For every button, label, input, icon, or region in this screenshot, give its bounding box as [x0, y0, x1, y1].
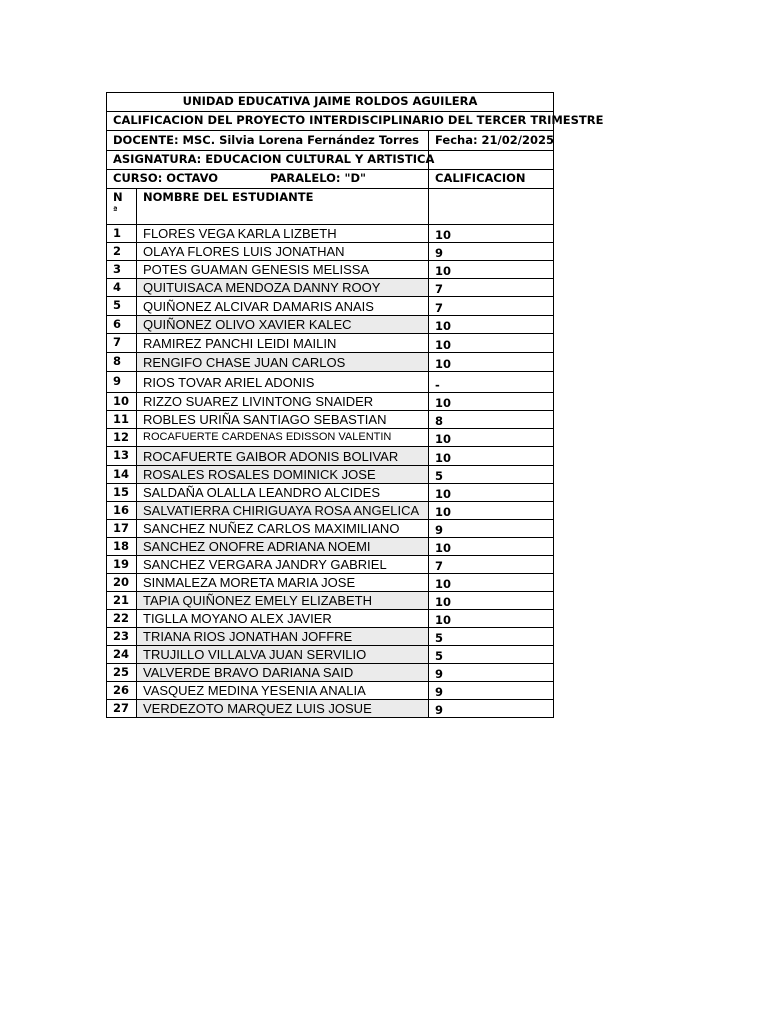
- student-number: 21: [107, 592, 137, 610]
- student-name: TAPIA QUIÑONEZ EMELY ELIZABETH: [137, 592, 429, 610]
- table-row: [107, 700, 554, 718]
- student-grade: 9: [429, 682, 554, 700]
- student-number: 6: [107, 316, 137, 334]
- student-number: 25: [107, 664, 137, 682]
- student-number: 18: [107, 538, 137, 556]
- subject-label: ASIGNATURA: EDUCACION CULTURAL Y ARTISTICA: [107, 151, 429, 170]
- student-number: 9: [107, 372, 137, 393]
- student-number: 8: [107, 353, 137, 372]
- table-row: [107, 261, 554, 279]
- table-row: [107, 297, 554, 316]
- student-grade: 7: [429, 279, 554, 297]
- student-grade: -: [429, 372, 554, 393]
- student-number: 10: [107, 393, 137, 411]
- table-row: [107, 520, 554, 538]
- student-grade: 10: [429, 334, 554, 353]
- table-row: [107, 353, 554, 372]
- student-name: OLAYA FLORES LUIS JONATHAN: [137, 243, 429, 261]
- table-row: [107, 279, 554, 297]
- student-name: RIOS TOVAR ARIEL ADONIS: [137, 372, 429, 393]
- table-row: [107, 429, 554, 447]
- student-grade: 9: [429, 243, 554, 261]
- table-row: [107, 628, 554, 646]
- table-row: [107, 225, 554, 243]
- student-name: SALDAÑA OLALLA LEANDRO ALCIDES: [137, 484, 429, 502]
- student-grade: 10: [429, 447, 554, 466]
- student-number: 12: [107, 429, 137, 447]
- student-grade: 9: [429, 520, 554, 538]
- student-name: TRIANA RIOS JONATHAN JOFFRE: [137, 628, 429, 646]
- grade-header-empty-cell: [429, 189, 554, 225]
- student-name: ROSALES ROSALES DOMINICK JOSE: [137, 466, 429, 484]
- student-name: SINMALEZA MORETA MARIA JOSE: [137, 574, 429, 592]
- student-number: 27: [107, 700, 137, 718]
- student-name: RENGIFO CHASE JUAN CARLOS: [137, 353, 429, 372]
- student-number: 16: [107, 502, 137, 520]
- student-number: 24: [107, 646, 137, 664]
- student-number: 4: [107, 279, 137, 297]
- school-row: [107, 93, 554, 112]
- student-grade: 10: [429, 502, 554, 520]
- project-row: [107, 112, 554, 131]
- table-row: [107, 610, 554, 628]
- student-grade: 10: [429, 574, 554, 592]
- student-name: FLORES VEGA KARLA LIZBETH: [137, 225, 429, 243]
- course-label: CURSO: OCTAVO: [113, 171, 219, 186]
- student-number: 3: [107, 261, 137, 279]
- student-name: SANCHEZ VERGARA JANDRY GABRIEL: [137, 556, 429, 574]
- student-grade: 9: [429, 664, 554, 682]
- table-row: [107, 316, 554, 334]
- table-row: [107, 334, 554, 353]
- teacher-name: DOCENTE: MSC. Silvia Lorena Fernández Torres: [107, 131, 429, 151]
- name-column-header: NOMBRE DEL ESTUDIANTE: [137, 189, 429, 225]
- course-row: [107, 170, 554, 189]
- number-column-header: [107, 189, 137, 225]
- student-name: QUIÑONEZ OLIVO XAVIER KALEC: [137, 316, 429, 334]
- student-grade: 9: [429, 700, 554, 718]
- table-row: [107, 664, 554, 682]
- subject-empty-cell: [429, 151, 554, 170]
- student-name: VASQUEZ MEDINA YESENIA ANALIA: [137, 682, 429, 700]
- student-number: 17: [107, 520, 137, 538]
- grades-table: [106, 92, 604, 718]
- table-row: [107, 556, 554, 574]
- date-label: Fecha: 21/02/2025: [429, 131, 554, 151]
- student-grade: 10: [429, 592, 554, 610]
- student-grade: 10: [429, 393, 554, 411]
- course-cell: [107, 170, 429, 189]
- student-name: VERDEZOTO MARQUEZ LUIS JOSUE: [137, 700, 429, 718]
- table-row: [107, 682, 554, 700]
- student-grade: 8: [429, 411, 554, 429]
- student-number: 26: [107, 682, 137, 700]
- student-grade: 10: [429, 353, 554, 372]
- student-grade: 7: [429, 556, 554, 574]
- student-name: VALVERDE BRAVO DARIANA SAID: [137, 664, 429, 682]
- school-name: UNIDAD EDUCATIVA JAIME ROLDOS AGUILERA: [107, 93, 554, 112]
- student-number: 2: [107, 243, 137, 261]
- project-title: CALIFICACION DEL PROYECTO INTERDISCIPLINARIO DEL TERCER TRIMESTRE: [107, 112, 554, 131]
- student-number: 20: [107, 574, 137, 592]
- student-name: SALVATIERRA CHIRIGUAYA ROSA ANGELICA: [137, 502, 429, 520]
- student-grade: 10: [429, 225, 554, 243]
- grades-sheet: [106, 92, 604, 718]
- number-column-superscript: ª: [113, 204, 118, 214]
- student-grade: 10: [429, 538, 554, 556]
- subject-row: [107, 151, 554, 170]
- student-name: ROCAFUERTE GAIBOR ADONIS BOLIVAR: [137, 447, 429, 466]
- student-grade: 5: [429, 646, 554, 664]
- table-row: [107, 538, 554, 556]
- student-number: 22: [107, 610, 137, 628]
- student-grade: 10: [429, 484, 554, 502]
- number-column-label: N: [113, 190, 123, 204]
- student-name: SANCHEZ ONOFRE ADRIANA NOEMI: [137, 538, 429, 556]
- student-number: 14: [107, 466, 137, 484]
- student-grade: 10: [429, 261, 554, 279]
- student-name: TIGLLA MOYANO ALEX JAVIER: [137, 610, 429, 628]
- student-name: QUITUISACA MENDOZA DANNY ROOY: [137, 279, 429, 297]
- table-row: [107, 592, 554, 610]
- student-grade: 5: [429, 628, 554, 646]
- table-row: [107, 243, 554, 261]
- table-row: [107, 447, 554, 466]
- student-number: 5: [107, 297, 137, 316]
- student-name: RIZZO SUAREZ LIVINTONG SNAIDER: [137, 393, 429, 411]
- student-grade: 10: [429, 316, 554, 334]
- student-name: ROBLES URIÑA SANTIAGO SEBASTIAN: [137, 411, 429, 429]
- student-number: 13: [107, 447, 137, 466]
- table-row: [107, 411, 554, 429]
- student-number: 7: [107, 334, 137, 353]
- student-name: QUIÑONEZ ALCIVAR DAMARIS ANAIS: [137, 297, 429, 316]
- column-header-row: [107, 189, 554, 225]
- table-row: [107, 372, 554, 393]
- teacher-row: [107, 131, 554, 151]
- table-row: [107, 484, 554, 502]
- student-name: SANCHEZ NUÑEZ CARLOS MAXIMILIANO: [137, 520, 429, 538]
- student-grade: 10: [429, 610, 554, 628]
- student-number: 15: [107, 484, 137, 502]
- student-grade: 7: [429, 297, 554, 316]
- table-row: [107, 393, 554, 411]
- student-name: ROCAFUERTE CARDENAS EDISSON VALENTIN: [137, 429, 429, 447]
- student-name: POTES GUAMAN GENESIS MELISSA: [137, 261, 429, 279]
- table-row: [107, 574, 554, 592]
- student-grade: 5: [429, 466, 554, 484]
- parallel-label: PARALELO: "D": [270, 171, 367, 186]
- student-name: TRUJILLO VILLALVA JUAN SERVILIO: [137, 646, 429, 664]
- student-number: 23: [107, 628, 137, 646]
- grade-column-header: CALIFICACION: [429, 170, 554, 189]
- table-row: [107, 466, 554, 484]
- student-number: 19: [107, 556, 137, 574]
- student-grade: 10: [429, 429, 554, 447]
- student-number: 11: [107, 411, 137, 429]
- student-number: 1: [107, 225, 137, 243]
- student-name: RAMIREZ PANCHI LEIDI MAILIN: [137, 334, 429, 353]
- table-row: [107, 646, 554, 664]
- table-row: [107, 502, 554, 520]
